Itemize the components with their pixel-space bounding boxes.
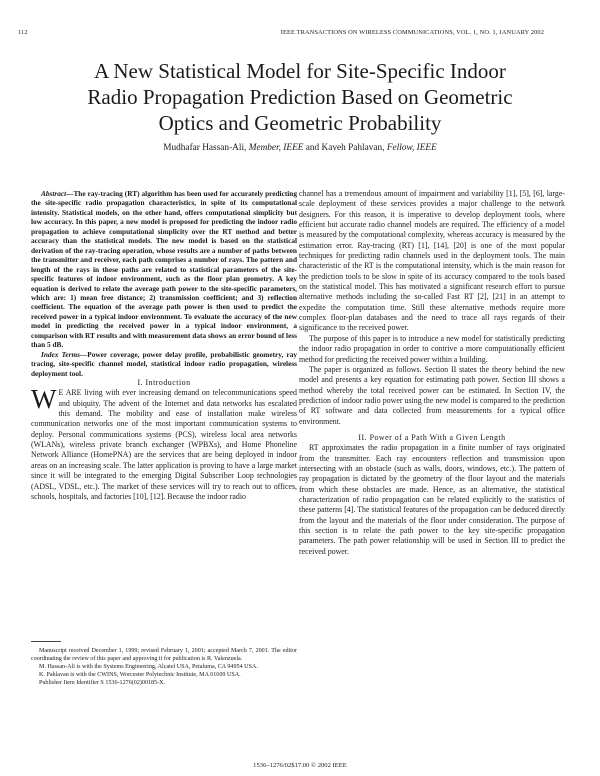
title-line-2: Radio Propagation Prediction Based on Geometric xyxy=(87,85,513,109)
title-line-3: Optics and Geometric Probability xyxy=(158,111,442,135)
section-heading-intro: I. Introduction xyxy=(137,378,191,388)
author-1: Mudhafar Hassan-Ali, xyxy=(163,143,247,153)
right-column xyxy=(299,189,565,557)
intro-paragraph-1 xyxy=(31,384,297,502)
index-terms xyxy=(31,350,297,378)
footnote-author-1: M. Hassan-Ali is with the Systems Engineering, Alcatel USA, Petaluma, CA 94954 USA. xyxy=(39,663,258,670)
author-2: and Kaveh Pahlavan, xyxy=(305,143,385,153)
footnote-author-2: K. Pahlavan is with the CWINS, Worcester Polytechnic Institute, MA 01609 USA. xyxy=(39,671,241,678)
section-heading-2: II. Power of a Path With a Given Length xyxy=(358,432,506,442)
paper-title xyxy=(18,58,582,136)
intro-paragraph-1-text: E ARE living with ever increasing demand on telecommunications speed and ubiquity. The advent of the Internet and data networks has escalated this demand. The mobility and ease of installation make wireless communication networks one of the most important communication systems to deploy. Personal communications systems (PCS), wireless local area networks (WLANs), wireless private branch exchanger (WPBXs), and Home Phoneline Network Alliance (HomePNA) are the services that are being deployed in indoor areas on an increasing scale. The latter application is proving to have a large market since it will be integrated to the emerging Digital Subscriber Loop technologies (ADSL, VDSL, etc.). The market of these services will try to reach out to offices, schools, hospitals, and factories [10], [12]. Because the indoor radio xyxy=(31,388,297,501)
running-header: IEEE TRANSACTIONS ON WIRELESS COMMUNICATIONS, VOL. 1, NO. 1, JANUARY 2002 xyxy=(280,29,544,36)
intro-paragraph-3: The paper is organized as follows. Section II states the theory behind the new model and presents a key equation for estimating path power. Section III shows a method whereby the total received power can be estimated. In Section IV, the prediction of indoor radio power using the new model is compared to the prediction of RT software and data collected from measurements for a typical office environment. xyxy=(299,364,565,426)
abstract xyxy=(31,189,297,350)
abstract-label: Abstract— xyxy=(41,189,74,198)
page-number: 112 xyxy=(18,29,28,36)
author-2-role: Fellow, IEEE xyxy=(386,143,437,153)
footnote-publisher-id: Publisher Item Identifier S 1536-1276(02)00185-X. xyxy=(39,679,166,686)
index-terms-text: Power coverage, power delay profile, probabilistic geometry, ray tracing, site-specific channel model, statistical indoor radio propagation, wireless deployment tool. xyxy=(31,349,297,378)
author-line xyxy=(18,143,582,153)
footnotes xyxy=(31,648,297,688)
left-column xyxy=(31,189,297,502)
footnote-manuscript: Manuscript received December 1, 1999; revised February 1, 2001; accepted March 7, 2001. The editor coordinating the review of this paper and approving it for publication is R. Valenzuela. xyxy=(31,648,297,662)
intro-paragraph-1-continued: channel has a tremendous amount of impairment and variability [1], [5], [6], large-scale deployment of these services provides a major challenge to the network designers. For this reason, it is imperative to develop deployment tools, where efficient but accurate radio channel models are required. The efficiency of a model is measured by the computational complexity, whereas accuracy is measured by the estimation error. Ray-tracing (RT) [1], [14], [20] is one of the most popular techniques for predicting radio channels used in the deployment tools. The main characteristic of the RT is the computational intensity, which is the main reason for the prediction tools to be slow in spite of its accuracy compared to the tools based on the statistical model. This has motivated a significant research effort to pursue alternative methods including the so-called Fast RT [2], [21] in an attempt to expedite the computation time. Still these alternative methods require more complex floor-plan databases and the need to trace all rays regards of their significance to the received power. xyxy=(299,189,565,333)
footnote-rule xyxy=(31,641,61,642)
intro-paragraph-2: The purpose of this paper is to introduce a new model for statistically predicting the indoor radio propagation in order to contrive a more computationally efficient method for predicting the received power within a building. xyxy=(299,333,565,364)
copyright-footer: 1536–1276/02$17.00 © 2002 IEEE xyxy=(253,762,347,769)
index-terms-label: Index Terms— xyxy=(41,349,88,359)
drop-cap: W xyxy=(31,384,57,415)
author-1-role: Member, IEEE xyxy=(248,143,304,153)
abstract-text: The ray-tracing (RT) algorithm has been used for accurately predicting the site-specific radio propagation characteristics, in spite of its computational intensity. Statistical models, on the other hand, offers computational simplicity but low accuracy. In this paper, a new model is proposed for predicting the indoor radio propagation to achieve computational simplicity over the RT method and better accuracy than the statistical models. The new model is based on the statistical derivation of the ray-tracing operation, whose results are a number of paths between the transmitter and receiver, each path comprises a number of rays. The pattern and length of the rays in these paths are related to statistical parameters of the site-specific features of indoor environment, such as the floor plan geometry. A key equation is derived to relate the average path power to the site-specific parameters, which are: 1) mean free distance; 2) transmission coefficient; and 3) reflection coefficient. The equation of the average path power is then used to predict the received power in a typical indoor environment. To evaluate the accuracy of the new model in predicting the received power in a typical indoor environment, a comparison with RT results and with measurement data shows an error bound of less than 5 dB. xyxy=(31,189,297,350)
section2-paragraph-1: RT approximates the radio propagation in a finite number of rays originated from the transmitter. Each ray encounters reflection and transmission upon intersecting with an obstacle (such as walls, doors, windows, etc.). The pattern of ray propagation is dictated by the geometry of the floor layout and the materials from which these obstacles are made. Hence, as an alternative, the statistical characterization of radio propagation can be related explicitly to the statistics of these patterns [4]. The statistical features of the propagation can be deduced directly from the layout and the materials of the floor under consideration. The purpose of this section is to relate the path power to the key site-specific propagation parameters. The path power relationship will be used in Section III to predict the received power. xyxy=(299,443,565,556)
title-line-1: A New Statistical Model for Site-Specific Indoor xyxy=(94,59,506,83)
